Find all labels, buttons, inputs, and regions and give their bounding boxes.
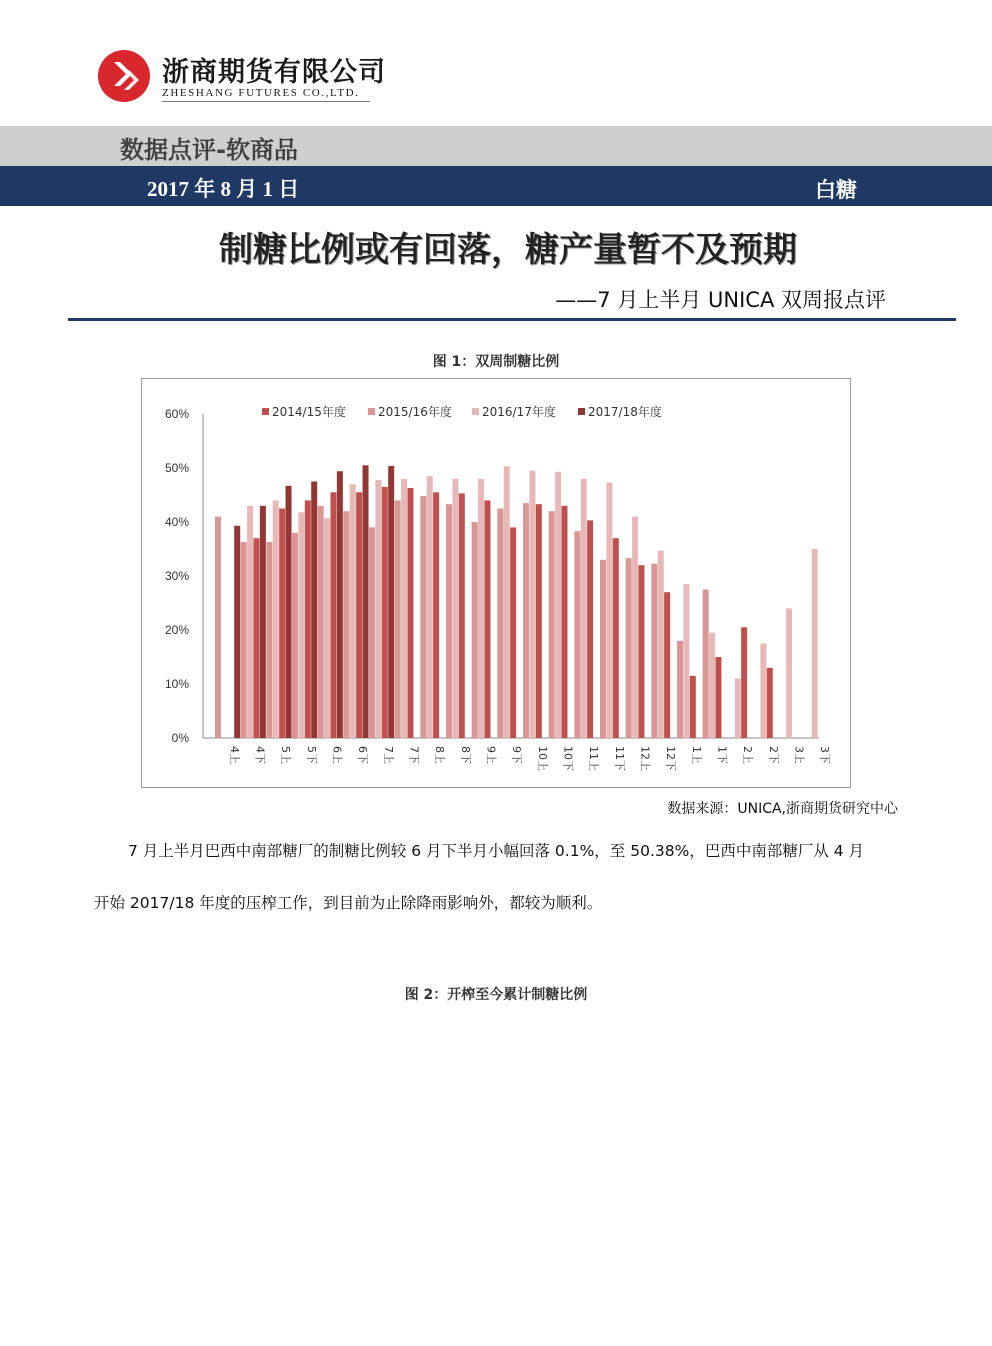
bar (427, 476, 433, 738)
bar (581, 479, 587, 738)
x-tick-label: 4下 (253, 746, 267, 764)
bar (549, 511, 555, 738)
bar (382, 487, 388, 738)
y-tick-label: 0% (171, 731, 189, 745)
bar (292, 533, 298, 738)
product-label: 白糖 (815, 178, 857, 202)
bar (446, 504, 452, 738)
legend-label: 2017/18年度 (588, 405, 662, 419)
report-date: 2017 年 8 月 1 日 (147, 177, 300, 201)
bar (561, 506, 567, 738)
bar (452, 479, 458, 738)
bar (253, 538, 259, 738)
bar (375, 480, 381, 738)
x-tick-label: 2上 (741, 746, 755, 764)
bar (767, 668, 773, 738)
x-tick-label: 11上 (587, 746, 601, 771)
bar (703, 590, 709, 739)
bar (709, 633, 715, 738)
x-tick-label: 12上 (638, 746, 652, 771)
x-tick-label: 6下 (356, 746, 370, 764)
x-tick-label: 6上 (330, 746, 344, 764)
bar (504, 466, 510, 738)
legend-label: 2015/16年度 (378, 405, 452, 419)
bar (626, 558, 632, 738)
bar (459, 493, 465, 738)
y-tick-label: 30% (164, 569, 189, 583)
bar (407, 488, 413, 738)
x-tick-label: 8上 (433, 746, 447, 764)
y-tick-label: 20% (164, 623, 189, 637)
bar (343, 511, 349, 738)
bar (786, 608, 792, 738)
body-line-1: 7 月上半月巴西中南部糖厂的制糖比例较 6 月下半月小幅回落 0.1%，至 50.38%，巴西中南部糖厂从 4 月 (128, 842, 865, 860)
bar (600, 560, 606, 738)
figure1-caption: 图 1：双周制糖比例 (432, 354, 560, 370)
x-tick-label: 3下 (818, 746, 832, 764)
x-tick-label: 5下 (304, 746, 318, 764)
report-title: 制糖比例或有回落，糖产量暂不及预期 (219, 230, 797, 270)
bar (735, 679, 741, 738)
bar (677, 641, 683, 738)
bar (741, 627, 747, 738)
bar (606, 483, 612, 738)
bar (279, 509, 285, 739)
bar (613, 538, 619, 738)
company-name-en: ZHESHANG FUTURES CO.,LTD. (162, 87, 360, 99)
bar (388, 466, 394, 738)
bar (536, 504, 542, 738)
x-tick-label: 7下 (407, 746, 421, 764)
report-category: 数据点评-软商品 (120, 136, 298, 164)
bar (311, 482, 317, 739)
bar (433, 492, 439, 738)
bar (298, 512, 304, 738)
bar (523, 503, 529, 738)
x-tick-label: 1上 (689, 746, 703, 764)
bar (401, 479, 407, 738)
bar (420, 496, 426, 738)
bar (273, 500, 279, 738)
body-line-2: 开始 2017/18 年度的压榨工作，到目前为止除降雨影响外，都较为顺利。 (94, 894, 603, 912)
bar (690, 676, 696, 738)
x-tick-label: 11下 (612, 746, 626, 771)
x-tick-label: 8下 (458, 746, 472, 764)
bar (260, 506, 266, 738)
bar (555, 472, 561, 738)
zheshang-logo-icon (96, 48, 152, 104)
bar (305, 500, 311, 738)
company-divider (162, 101, 370, 102)
x-tick-label: 10上 (535, 746, 549, 771)
x-tick-label: 10下 (561, 746, 575, 771)
bar (760, 644, 766, 739)
company-name-cn: 浙商期货有限公司 (162, 57, 386, 88)
category-band (0, 126, 992, 166)
bar (395, 500, 401, 738)
bar (337, 471, 343, 738)
bar (472, 522, 478, 738)
x-tick-label: 7上 (381, 746, 395, 764)
date-band (0, 166, 992, 206)
bar (247, 506, 253, 738)
bar (510, 527, 516, 738)
figure1-source: 数据来源：UNICA,浙商期货研究中心 (667, 801, 898, 817)
bar (632, 517, 638, 738)
bar (241, 542, 247, 738)
legend-swatch (368, 408, 375, 415)
legend-swatch (472, 408, 479, 415)
bar (587, 520, 593, 738)
bar (324, 518, 330, 738)
bar (638, 565, 644, 738)
y-tick-label: 60% (164, 407, 189, 421)
y-tick-label: 10% (164, 677, 189, 691)
bar (484, 500, 490, 738)
x-tick-label: 12下 (664, 746, 678, 771)
bar (497, 509, 503, 739)
x-tick-label: 9下 (510, 746, 524, 764)
bar (651, 564, 657, 738)
bar (715, 657, 721, 738)
bar (812, 549, 818, 738)
x-tick-label: 1下 (715, 746, 729, 764)
bar (683, 584, 689, 738)
bar (234, 526, 240, 738)
bar (369, 527, 375, 738)
x-tick-label: 9上 (484, 746, 498, 764)
bar (363, 465, 369, 738)
bar (664, 592, 670, 738)
report-subtitle: ——7 月上半月 UNICA 双周报点评 (555, 288, 886, 312)
legend-label: 2014/15年度 (272, 405, 346, 419)
bar (356, 492, 362, 738)
y-tick-label: 50% (164, 461, 189, 475)
figure2-caption: 图 2：开榨至今累计制糖比例 (404, 987, 588, 1003)
x-tick-label: 4上 (227, 746, 241, 764)
bar (318, 506, 324, 738)
bar (658, 551, 664, 738)
x-tick-label: 2下 (766, 746, 780, 764)
y-tick-label: 40% (164, 515, 189, 529)
chart-frame (141, 378, 851, 788)
bar (215, 517, 221, 738)
x-tick-label: 5上 (279, 746, 293, 764)
sugar-ratio-chart (142, 379, 850, 787)
bar (529, 471, 535, 738)
bar (350, 484, 356, 738)
title-divider (68, 318, 956, 321)
legend-label: 2016/17年度 (482, 405, 556, 419)
legend-swatch (578, 408, 585, 415)
x-tick-label: 3上 (792, 746, 806, 764)
bar (478, 479, 484, 738)
legend-swatch (262, 408, 269, 415)
bar (286, 486, 292, 738)
bar (266, 542, 272, 738)
bar (330, 492, 336, 738)
bar (574, 531, 580, 738)
